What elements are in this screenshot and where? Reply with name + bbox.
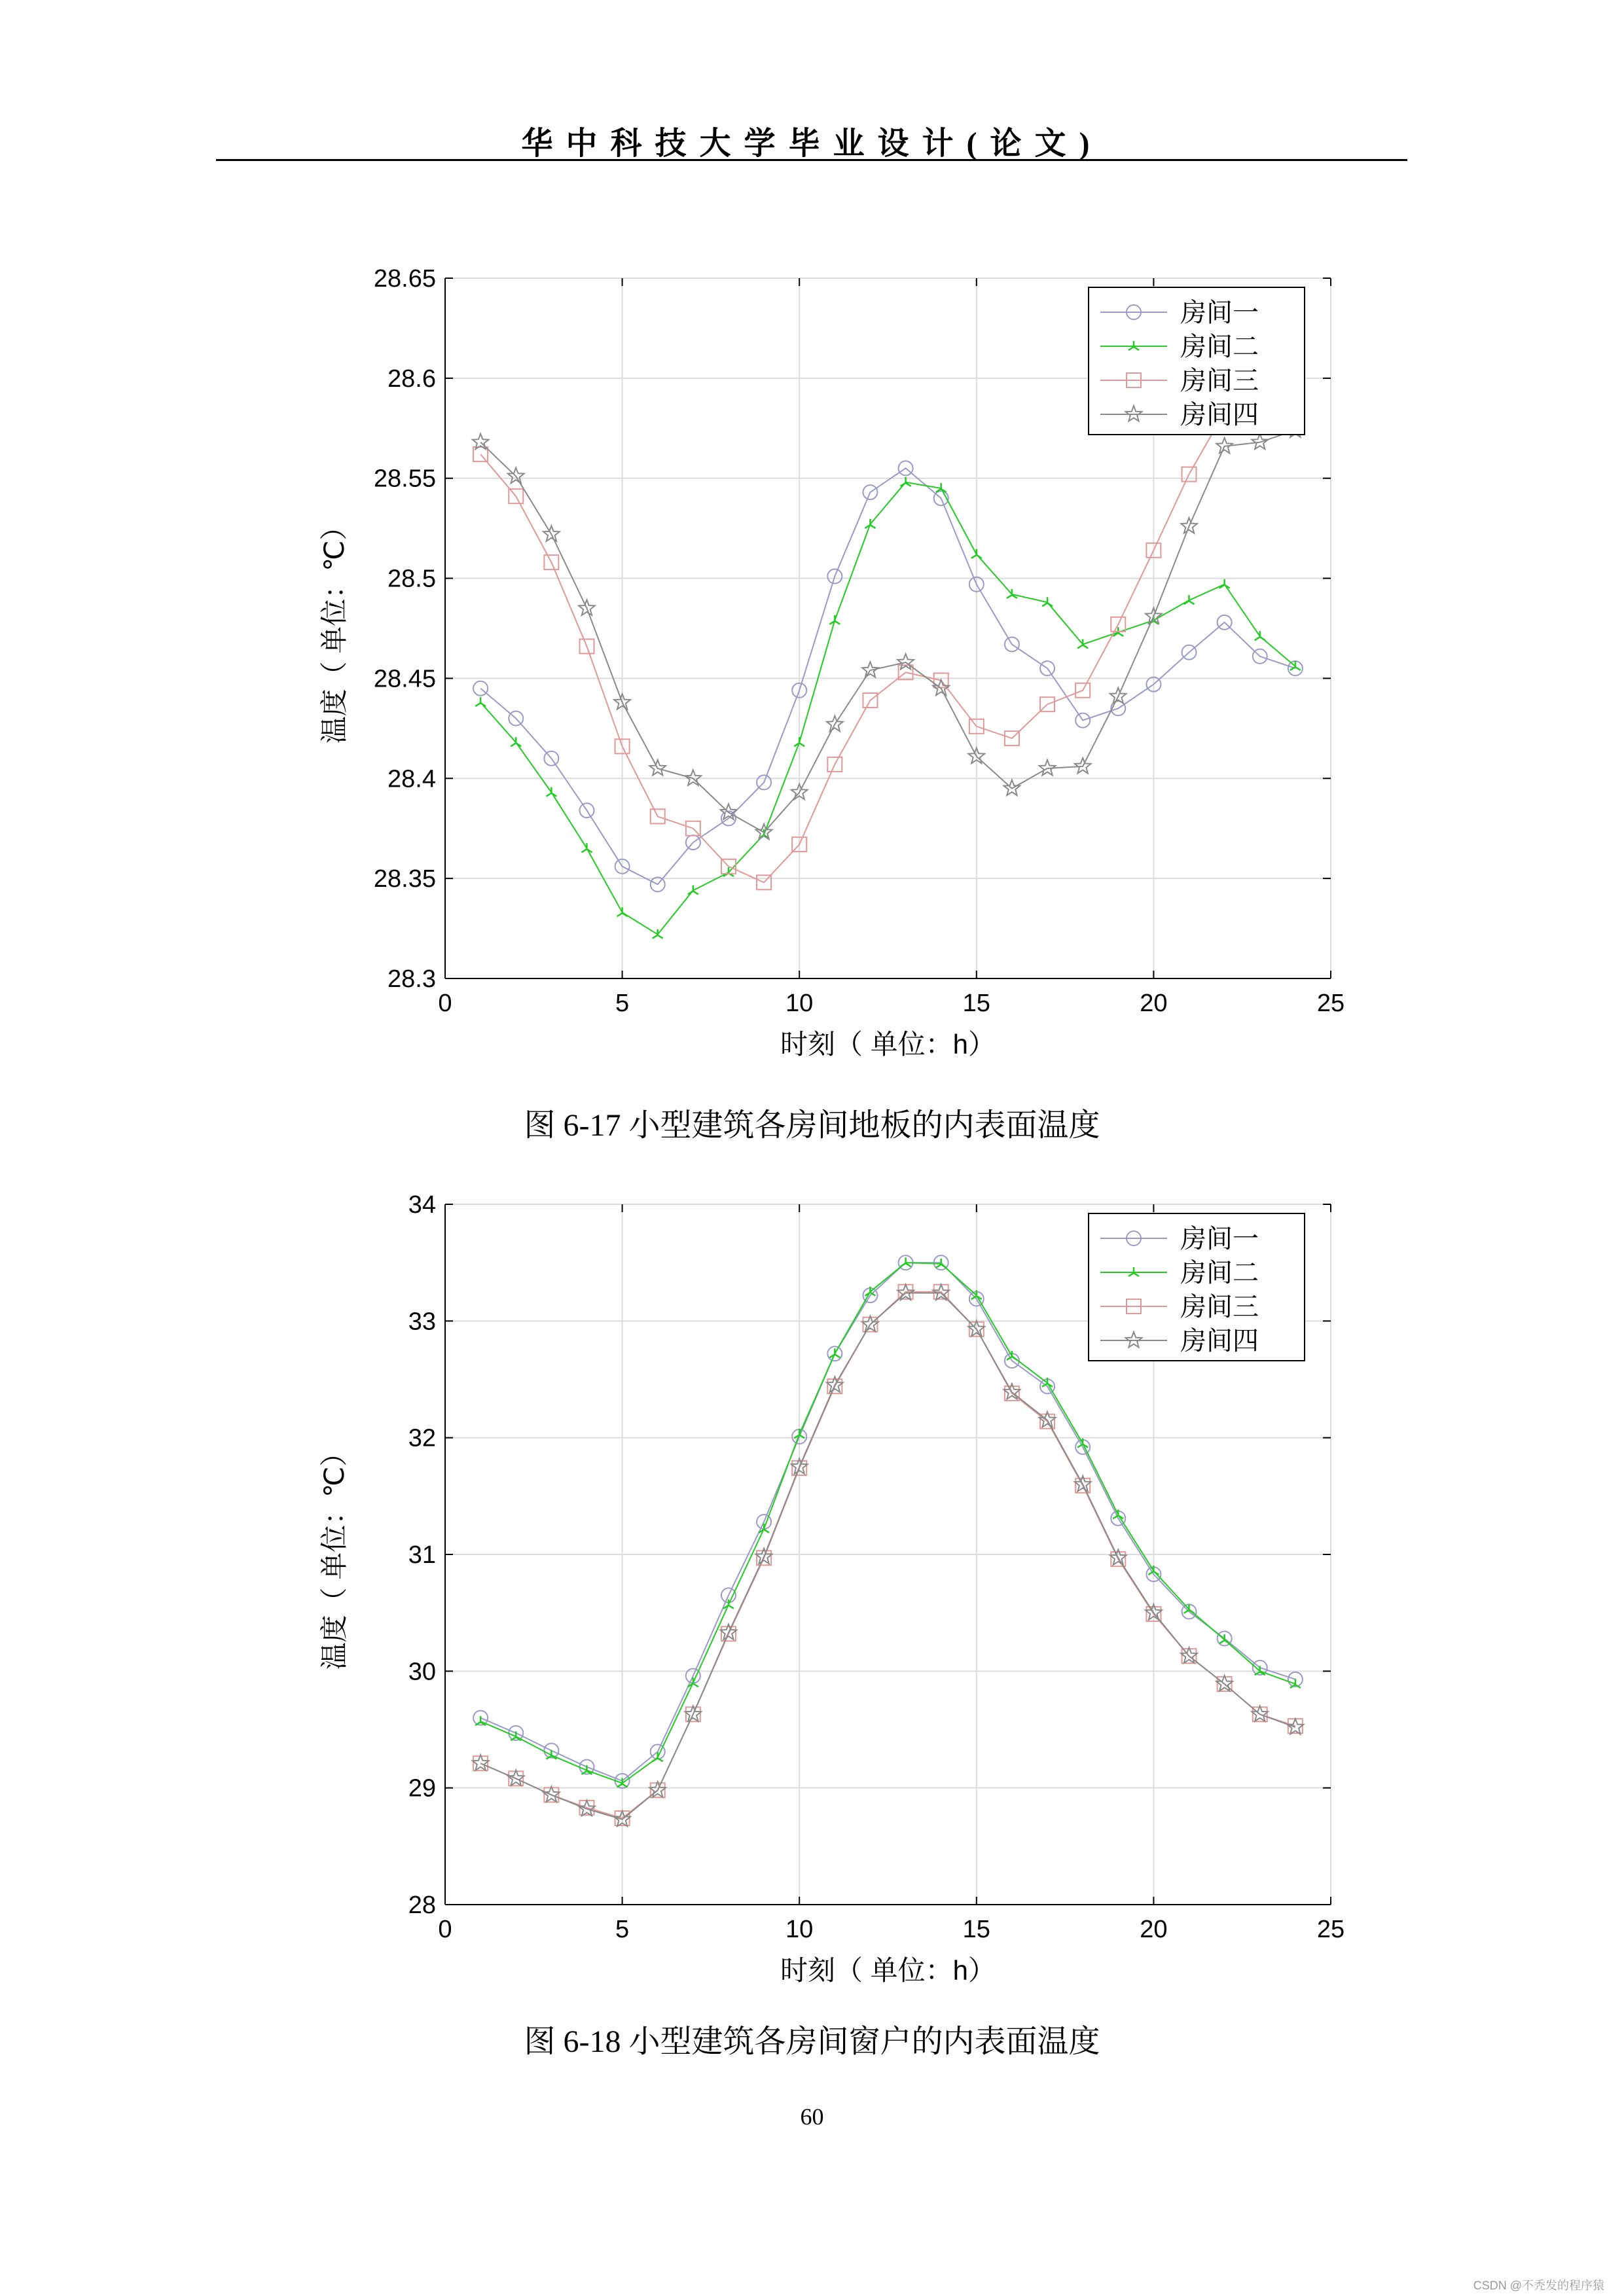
chart-window-temperature [308, 1175, 1355, 2006]
y-tick-label: 29 [408, 1774, 436, 1803]
series-4 [473, 1285, 1303, 1827]
marker-star [1216, 438, 1233, 454]
marker-star [473, 1755, 489, 1770]
x-tick-label: 5 [615, 990, 630, 1017]
marker-tri [1184, 595, 1195, 604]
marker-star [1288, 1719, 1304, 1734]
legend-label: 房间二 [1180, 1259, 1259, 1287]
marker-tri [546, 787, 556, 797]
series-line [480, 412, 1295, 883]
x-tick-label: 25 [1316, 1916, 1345, 1943]
x-tick-label: 0 [438, 990, 452, 1017]
marker-star [543, 1786, 560, 1802]
y-tick-label: 32 [408, 1424, 436, 1452]
legend-label: 房间一 [1180, 1225, 1259, 1253]
marker-tri [829, 1348, 840, 1357]
marker-star [508, 1770, 524, 1785]
header-rule [216, 159, 1407, 161]
legend-label: 房间四 [1180, 1327, 1259, 1355]
x-tick-label: 15 [962, 1916, 990, 1943]
y-tick-label: 31 [408, 1541, 436, 1569]
x-axis-label: 时刻（ 单位：h） [780, 1029, 996, 1060]
series-line [480, 1293, 1295, 1820]
legend [1089, 1213, 1305, 1361]
series-line [480, 430, 1295, 833]
running-header: 华中科技大学毕业设计(论文) [521, 126, 1103, 161]
figure-caption: 图 6-18 小型建筑各房间窗户的内表面温度 [524, 2024, 1100, 2059]
series-4 [473, 422, 1303, 839]
legend-label: 房间三 [1180, 367, 1259, 395]
marker-tri [475, 697, 486, 706]
x-tick-label: 25 [1316, 990, 1345, 1017]
figure-floor-temperature [308, 249, 1355, 1080]
y-tick-label: 28.55 [373, 465, 436, 493]
marker-tri [829, 615, 840, 624]
y-tick-label: 28 [408, 1892, 436, 1919]
x-axis-label: 时刻（ 单位：h） [780, 1955, 996, 1986]
x-tick-label: 10 [785, 1916, 814, 1943]
series-line [480, 468, 1295, 884]
figure-caption: 图 6-17 小型建筑各房间地板的内表面温度 [524, 1108, 1100, 1143]
x-tick-label: 0 [438, 1916, 452, 1943]
page-number: 60 [800, 2104, 824, 2130]
marker-tri [1042, 1378, 1053, 1387]
chart-floor-temperature [308, 249, 1355, 1080]
marker-tri [581, 843, 592, 852]
marker-tri [475, 1716, 486, 1725]
y-tick-label: 28.45 [373, 665, 436, 693]
x-tick-label: 10 [785, 990, 814, 1017]
y-tick-label: 28.35 [373, 865, 436, 893]
y-tick-label: 28.5 [388, 565, 436, 593]
marker-star [1252, 434, 1268, 450]
series-2 [475, 477, 1301, 939]
marker-tri [511, 1731, 521, 1740]
marker-tri [688, 885, 698, 894]
legend-label: 房间三 [1180, 1293, 1259, 1321]
y-tick-label: 28.6 [388, 365, 436, 393]
x-tick-label: 5 [615, 1916, 630, 1943]
x-tick-label: 20 [1140, 1916, 1168, 1943]
x-tick-label: 20 [1140, 990, 1168, 1017]
marker-tri [653, 1752, 663, 1761]
y-tick-label: 33 [408, 1308, 436, 1336]
legend [1089, 287, 1305, 435]
watermark: CSDN @不秃发的程序猿 [1473, 2279, 1604, 2292]
series-line [480, 482, 1295, 935]
y-tick-label: 28.3 [388, 965, 436, 993]
marker-tri [901, 1257, 911, 1266]
x-tick-label: 15 [962, 990, 990, 1017]
marker-tri [1219, 579, 1230, 588]
y-tick-label: 28.65 [373, 265, 436, 293]
marker-star [862, 662, 878, 677]
legend-label: 房间四 [1180, 401, 1259, 429]
marker-star [1039, 760, 1056, 776]
legend-label: 房间一 [1180, 298, 1259, 327]
marker-tri [581, 1765, 592, 1774]
y-axis-label: 温度（ 单位：℃） [319, 1439, 350, 1670]
y-tick-label: 28.4 [388, 765, 436, 793]
y-tick-label: 30 [408, 1658, 436, 1686]
legend-label: 房间二 [1180, 332, 1259, 361]
figure-window-temperature [308, 1175, 1355, 2006]
y-axis-label: 温度（ 单位：℃） [319, 512, 350, 744]
marker-tri [1255, 631, 1265, 640]
y-tick-label: 34 [408, 1191, 436, 1219]
